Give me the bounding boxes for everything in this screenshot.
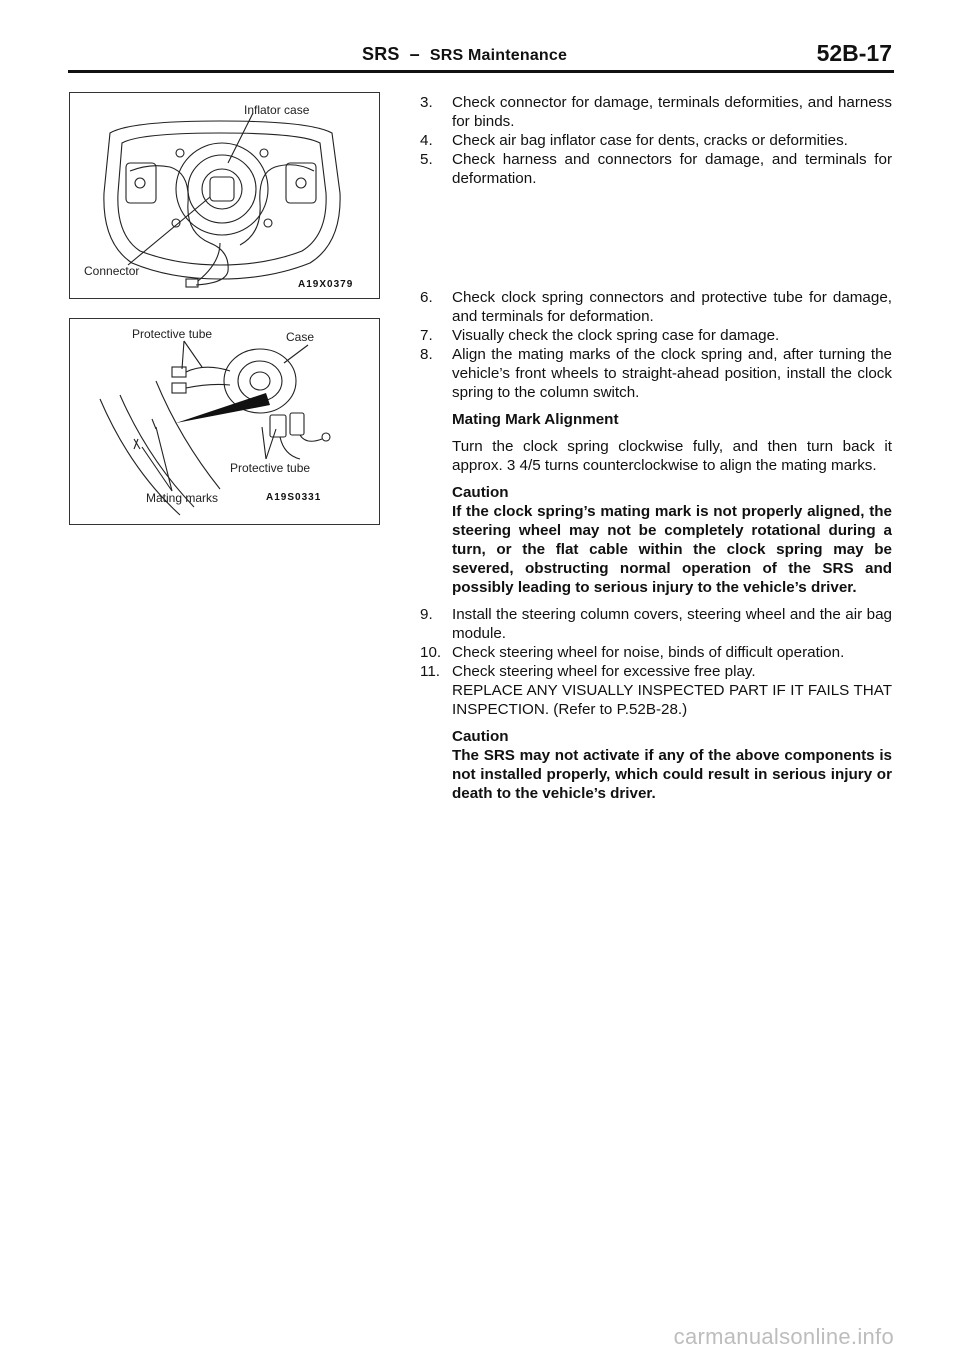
step-text: Check harness and connectors for damage, and terminals for deformation. [452,151,892,187]
label-protective-tube-top: Protective tube [132,327,213,341]
label-connector: Connector [84,264,140,278]
replace-note: REPLACE ANY VISUALLY INSPECTED PART IF IT FAILS THAT INSPECTION. (Refer to P.52B-28.) [452,682,892,718]
list-item [420,643,892,662]
step-text: Check connector for damage, terminals deformities, and harness for binds. [452,94,892,130]
page-number: 52B-17 [816,40,892,66]
step-number: 11. [420,663,440,680]
step-number: 5. [420,151,433,168]
step-number: 3. [420,94,433,111]
step-text: Visually check the clock spring case for damage. [452,327,780,344]
caution-label: Caution [452,484,509,501]
list-item [420,131,892,150]
header-rule [68,70,894,73]
step-number: 7. [420,327,433,344]
final-section [420,681,892,803]
section-subtitle: SRS Maintenance [429,47,568,64]
step-text: Install the steering column covers, steering wheel and the air bag module. [452,606,892,642]
step-text: Align the mating marks of the clock spring and, after turning the vehicle’s front wheels to straight-ahead position, install the clock spring to the column switch. [452,346,892,401]
header-dash: – [409,44,420,64]
figure-airbag-module [69,92,380,299]
label-mating-marks: Mating marks [146,491,219,505]
mating-mark-text: Turn the clock spring clockwise fully, and then turn back it approx. 3 4/5 turns counterclockwise to align the mating marks. [452,438,892,474]
step-number: 6. [420,289,433,306]
step-text: Check steering wheel for excessive free play. [452,663,756,680]
list-item [420,150,892,188]
list-item [420,288,892,326]
caution-text: The SRS may not activate if any of the above components is not installed properly, which could result in serious injury or death to the vehicle’s driver. [452,747,892,802]
list-item [420,662,892,681]
label-protective-tube-bottom: Protective tube [230,461,311,475]
watermark: carmanualsonline.info [673,1324,894,1349]
caution-text: If the clock spring’s mating mark is not properly aligned, the steering wheel may not be completely rotational during a turn, or the flat cable within the clock spring may be severed, obstructing normal operation of the SRS and possibly leading to serious injury to the vehicle’s driver. [452,503,892,596]
step-number: 4. [420,132,433,149]
list-item [420,345,892,402]
step-number: 8. [420,346,433,363]
step-number: 10. [420,644,442,661]
clock-spring-illustration [70,319,379,524]
list-item [420,605,892,643]
step-text: Check clock spring connectors and protective tube for damage, and terminals for deformation. [452,289,892,325]
label-inflator-case: Inflator case [244,103,310,117]
list-item [420,326,892,345]
figure-clock-spring [69,318,380,525]
spacer [420,188,892,288]
page-header-title [362,44,567,65]
step-text: Check steering wheel for noise, binds of difficult operation. [452,644,845,661]
procedure-text [420,93,892,803]
section-name: SRS [362,44,400,64]
step-number: 9. [420,606,433,623]
figure-code: A19X0379 [298,279,354,290]
figure-code: A19S0331 [266,492,322,503]
mating-mark-heading: Mating Mark Alignment [452,411,619,428]
mating-mark-section [420,410,892,597]
caution-label: Caution [452,728,509,745]
label-case: Case [286,330,315,344]
step-text: Check air bag inflator case for dents, cracks or deformities. [452,132,848,149]
list-item [420,93,892,131]
